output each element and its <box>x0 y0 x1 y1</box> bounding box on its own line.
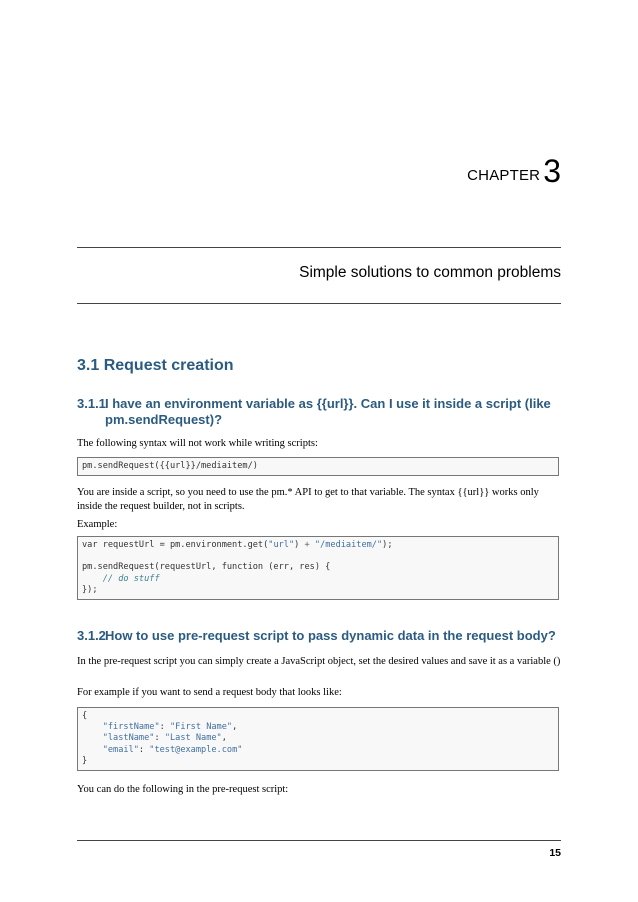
code-line: } <box>82 755 88 766</box>
paragraph-example-label: Example: <box>77 519 118 530</box>
section-number: 3.1 <box>77 357 100 374</box>
subsection-heading-1 <box>77 396 567 428</box>
subsection-number-2: 3.1.2 <box>77 628 106 643</box>
code-line: { <box>82 711 88 721</box>
paragraph-body-label: For example if you want to send a request body that looks like: <box>77 687 342 698</box>
section-title: Request creation <box>103 357 234 374</box>
chapter-title: Simple solutions to common problems <box>299 264 561 281</box>
chapter-word: CHAPTER <box>467 167 541 184</box>
code-block-3 <box>77 707 559 771</box>
section-heading <box>77 357 234 375</box>
subsection-title-2: How to use pre-request script to pass dynamic data in the request body? <box>105 628 556 643</box>
code-line: pm.sendRequest(requestUrl, function (err, res) { <box>82 562 331 573</box>
subsection-heading-2 <box>77 628 567 644</box>
chapter-label <box>467 151 561 188</box>
footer-rule <box>77 840 561 841</box>
code-block-1 <box>77 457 559 476</box>
subsection-number-1: 3.1.1 <box>77 396 106 411</box>
code-line: var requestUrl = pm.environment.get("url") + "/mediaitem/"); <box>82 540 393 550</box>
code-comment: // do stuff <box>102 573 160 584</box>
code-line: pm.sendRequest({{url}}/mediaitem/) <box>82 461 258 471</box>
code-block-2 <box>77 536 559 600</box>
code-line: }); <box>82 584 98 595</box>
subsection-title-1-line1: I have an environment variable as {{url}}. Can I use it inside a script (like <box>105 396 551 411</box>
code-line-blank <box>82 551 554 562</box>
paragraph-outro: You can do the following in the pre-request script: <box>77 784 289 795</box>
code-line <box>82 574 554 585</box>
chapter-rule-bottom <box>77 303 561 304</box>
code-line: "email": "test@example.com" <box>102 744 243 755</box>
page-number: 15 <box>549 847 561 859</box>
chapter-rule-top <box>77 247 561 248</box>
paragraph-explanation: You are inside a script, so you need to use the pm.* API to get to that variable. The syntax {{url}} works only inside the request builder, not in scripts. <box>77 487 539 512</box>
paragraph-intro-1: The following syntax will not work while writing scripts: <box>77 438 318 449</box>
chapter-number: 3 <box>543 153 561 189</box>
subsection-title-1-line2: pm.sendRequest)? <box>105 412 223 427</box>
code-line: "lastName": "Last Name", <box>102 733 227 744</box>
code-line: "firstName": "First Name", <box>102 722 238 733</box>
paragraph-intro-2: In the pre-request script you can simply create a JavaScript object, set the desired values and save it as a variable () <box>77 656 561 667</box>
